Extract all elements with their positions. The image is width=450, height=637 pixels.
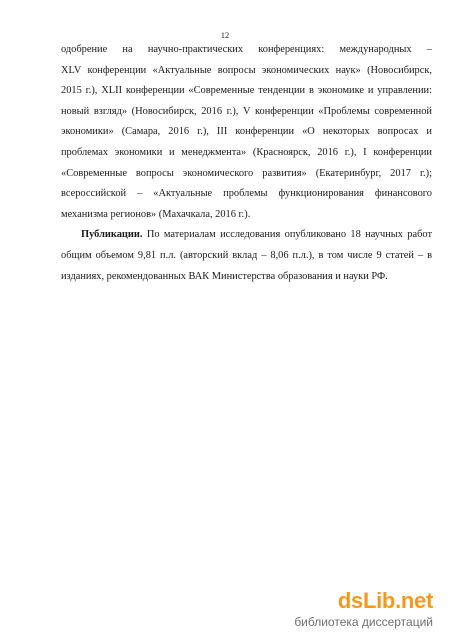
paragraph-1-line-7: «Современные вопросы экономического развития» (Екатеринбург, 2017 г.);	[61, 167, 432, 179]
dslib-watermark[interactable]	[263, 589, 433, 633]
paragraph-2-line-3: изданиях, рекомендованных ВАК Министерства образования и науки РФ.	[61, 270, 388, 282]
paragraph-2-line-1-text: По материалам исследования опубликовано 18 научных работ	[142, 229, 432, 241]
paragraph-1-line-6: проблемах экономики и менеджмента» (Красноярск, 2016 г.), I конференции	[61, 146, 432, 158]
paragraph-1-line-3: 2015 г.), XLII конференции «Современные тенденции в экономике и управлении:	[61, 85, 432, 97]
paragraph-1-line-1: одобрение на научно-практических конференциях: международных –	[61, 44, 432, 55]
dslib-logo-lib: Lib	[362, 588, 396, 613]
paragraph-1-line-2: XLV конференции «Актуальные вопросы экономических наук» (Новосибирск,	[61, 64, 432, 76]
document-body	[61, 40, 432, 287]
publications-heading: Публикации.	[81, 229, 143, 241]
dslib-logo	[338, 589, 433, 613]
dslib-logo-ds: ds	[337, 588, 363, 613]
paragraph-1-line-9: механизма регионов» (Махачкала, 2016 г.).	[61, 208, 251, 220]
page-number: 12	[220, 30, 230, 40]
paragraph-2-line-2: общим объемом 9,81 п.л. (авторский вклад – 8,06 п.л.), в том числе 9 статей – в	[61, 249, 432, 261]
dslib-logo-net: .net	[395, 588, 433, 613]
paragraph-1-line-8: всероссийской – «Актуальные проблемы функционирования финансового	[61, 188, 432, 200]
dslib-caption: библиотека диссертаций	[294, 615, 433, 629]
paragraph-1-line-5: экономики» (Самара, 2016 г.), III конференции «О некоторых вопросах и	[61, 126, 432, 138]
paragraph-2-line-1	[61, 225, 432, 246]
paragraph-1-line-4: новый взгляд» (Новосибирск, 2016 г.), V конференции «Проблемы современной	[61, 105, 432, 117]
